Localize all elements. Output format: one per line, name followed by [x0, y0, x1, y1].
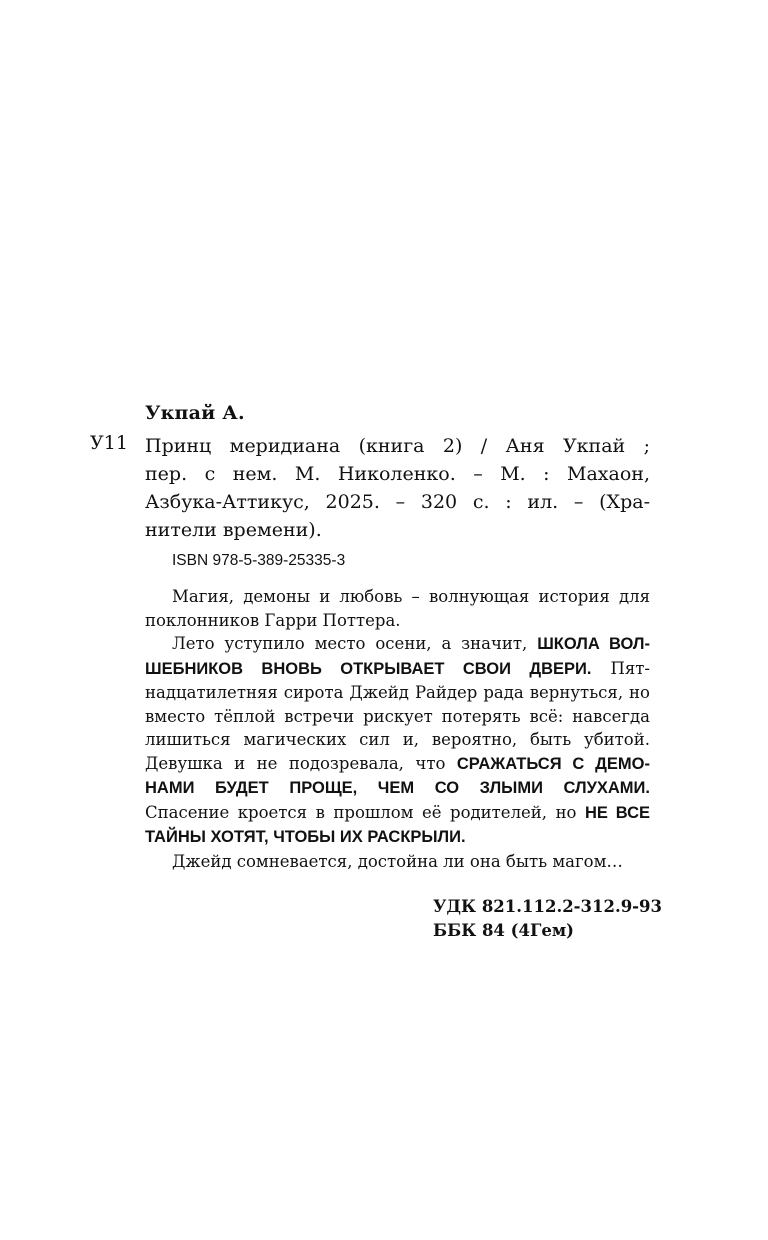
isbn: ISBN 978-5-389-25335-3 [172, 552, 346, 569]
annotation-text: Пят- [591, 658, 651, 678]
annotation-line: вместо тёплой встречи рискует потерять всё: навсегда [145, 706, 650, 726]
annotation-line [145, 632, 650, 657]
annotation-line: Магия, демоны и любовь – волнующая история для [172, 587, 650, 606]
annotation-line: поклонников Гарри Поттера. [145, 610, 401, 630]
annotation-line [145, 825, 650, 850]
annotation-line [145, 657, 650, 682]
biblio-line: нители времени). [145, 519, 322, 541]
annotation-line [145, 752, 650, 777]
biblio-line: Принц меридиана (книга 2) / Аня Укпай ; [145, 435, 650, 457]
annotation-caps: НЕ ВСЕ [585, 803, 650, 822]
annotation-caps: ШЕБНИКОВ ВНОВЬ ОТКРЫВАЕТ СВОИ ДВЕРИ. [145, 659, 592, 678]
biblio-line: Азбука-Аттикус, 2025. – 320 с. : ил. – (Хра- [145, 491, 650, 513]
bbk-code: ББК 84 (4Гем) [433, 921, 574, 940]
bibliographic-description [145, 432, 650, 544]
annotation-text: Лето уступило место осени, а значит, [172, 634, 538, 653]
annotation-line [145, 776, 650, 801]
annotation-line: Джейд сомневается, достойна ли она быть магом… [172, 851, 623, 871]
annotation-text: Спасение кроется в прошлом её родителей, но [145, 802, 586, 822]
udk-code: УДК 821.112.2-312.9-93 [433, 897, 662, 916]
cutter-mark: У11 [90, 432, 128, 454]
annotation-text: Девушка и не подозревала, что [145, 753, 457, 773]
annotation-line: надцатилетняя сирота Джейд Райдер рада вернуться, но [145, 683, 650, 702]
biblio-line: пер. с нем. М. Николенко. – М. : Махаон, [145, 463, 650, 485]
annotation-caps: ШКОЛА ВОЛ- [537, 635, 651, 653]
author-heading: Укпай А. [145, 402, 245, 424]
annotation [145, 585, 650, 873]
classification-codes [433, 895, 662, 943]
annotation-caps: НАМИ БУДЕТ ПРОЩЕ, ЧЕМ СО ЗЛЫМИ СЛУХАМИ. [145, 779, 650, 797]
annotation-line [145, 801, 650, 826]
annotation-line: лишиться магических сил и, вероятно, быть убитой. [145, 730, 650, 749]
annotation-caps: ТАЙНЫ ХОТЯТ, ЧТОБЫ ИХ РАСКРЫЛИ. [145, 828, 466, 846]
annotation-caps: СРАЖАТЬСЯ С ДЕМО- [456, 754, 650, 773]
